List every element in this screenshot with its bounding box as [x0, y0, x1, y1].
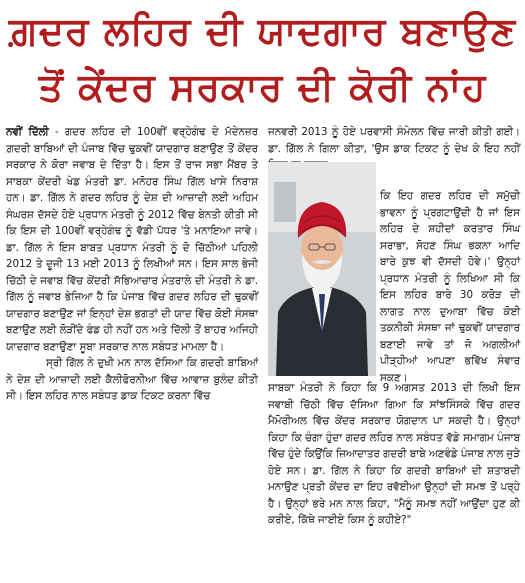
- article-left-column: [6, 124, 258, 405]
- article-paragraph-1: [6, 124, 258, 355]
- headline-line-2: ਤੋਂ ਕੇਂਦਰ ਸਰਕਾਰ ਦੀ ਕੋਰੀ ਨਾਂਹ: [38, 65, 487, 109]
- article-right-column-bottom: ਸਾਬਕਾ ਮੰਤਰੀ ਨੇ ਕਿਹਾ ਕਿ 9 ਅਗਸਤ 2013 ਦੀ ਲਿਖੀ ਇਸ ਜਵਾਬੀ ਚਿੱਠੀ ਵਿੱਚ ਦੱਸਿਆ ਗਿਆ ਕਿ ਸਾਂਝਸਿੰਸਕੇ ਵਿੱਚ ਗਦਰ ਮੈਮੋਰੀਅਲ ਵਿੱਚ ਕੇਂਦਰ ਸਰਕਾਰ ਯੋਗਦਾਨ ਪਾ ਸਕਦੀ ਹੈ। ਉਨ੍ਹਾਂ ਕਿਹਾ ਕਿ ਚੰਗਾ ਹੁੰਦਾ ਗਦਰ ਲਹਿਰ ਨਾਲ ਸਬੰਧਤ ਵੱਡੇ ਸਮਾਗਮ ਪੰਜਾਬ ਵਿੱਚ ਹੁੰਦੇ ਕਿਉਂਕਿ ਜ਼ਿਆਦਾਤਰ ਗਦਰੀ ਬਾਬੇ ਅਣਵੰਡੇ ਪੰਜਾਬ ਨਾਲ ਜੁੜੇ ਹੋਏ ਸਨ। ਡਾ. ਗਿੱਲ ਨੇ ਕਿਹਾ ਕਿ ਗਦਰੀ ਬਾਬਿਆਂ ਦੀ ਸ਼ਤਾਬਦੀ ਮਨਾਉਣ ਪ੍ਰਤੀ ਕੇਂਦਰ ਦਾ ਇਹ ਰਵੱਈਆ ਉਨ੍ਹਾਂ ਦੀ ਸਮਝ ਤੋਂ ਪਰ੍ਹੇ ਹੈ। ਉਨ੍ਹਾਂ ਭਰੇ ਮਨ ਨਾਲ ਕਿਹਾ, "ਮੈਨੂੰ ਸਮਝ ਨਹੀਂ ਆਉਂਦਾ ਹੁਣ ਕੀ ਕਰੀਏ, ਕਿੱਥੇ ਜਾਈਏ ਕਿਸ ਨੂੰ ਕਹੀਏ?": [268, 382, 520, 526]
- article-paragraph-2: ਸ੍ਰੀ ਗਿੱਲ ਨੇ ਦੁਖੀ ਮਨ ਨਾਲ ਦੱਸਿਆ ਕਿ ਗਦਰੀ ਬਾਬਿਆਂ ਨੇ ਦੇਸ਼ ਦੀ ਆਜ਼ਾਦੀ ਲਈ ਕੈਲੀਫੋਰਨੀਆ ਵਿੱਚ ਆਵਾਜ਼ ਬੁਲੰਦ ਕੀਤੀ ਸੀ। ਇਸ ਲਹਿਰ ਨਾਲ ਸਬੰਧਤ ਡਾਕ ਟਿਕਟ ਕਰਨਾ ਵਿੱਚ: [6, 357, 258, 402]
- portrait-photo: [268, 162, 376, 376]
- article-right-column-side: ਕਿ ਇਹ ਗਦਰ ਲਹਿਰ ਦੀ ਸਮੁੱਚੀ ਭਾਵਨਾ ਨੂੰ ਪ੍ਰਗਟਾਉਂਦੀ ਹੈ ਜਾਂ ਇਸ ਲਹਿਰ ਦੇ ਸ਼ਹੀਦਾਂ ਕਰਤਾਰ ਸਿੰਘ ਸਰਾਭਾ, ਸੋਹਣ ਸਿੰਘ ਭਕਨਾ ਆਦਿ ਬਾਰੇ ਕੁਝ ਵੀ ਦੱਸਦੀ ਹੋਵੇ।' ਉਨ੍ਹਾਂ ਪ੍ਰਧਾਨ ਮੰਤਰੀ ਨੂੰ ਲਿਖਿਆ ਸੀ ਕਿ ਇਸ ਲਹਿਰ ਬਾਰੇ 30 ਕਰੋੜ ਦੀ ਲਾਗਤ ਨਾਲ ਦੁਆਬਾ ਵਿੱਚ ਕੋਈ ਤਕਨੀਕੀ ਸੰਸਥਾ ਜਾਂ ਢੁਕਵੀਂ ਯਾਦਗਾਰ ਬਣਾਈ ਜਾਵੇ ਤਾਂ ਜੋ ਅਗਲੀਆਂ ਪੀੜ੍ਹੀਆਂ ਆਪਣਾ ਭਵਿੱਖ ਸੰਵਾਰ ਸਕਣ।: [380, 190, 520, 384]
- article-right-column-top: ਜਨਵਰੀ 2013 ਨੂੰ ਹੋਏ ਪਰਵਾਸੀ ਸੰਮੇਲਨ ਵਿੱਚ ਜਾਰੀ ਕੀਤੀ ਗਈ। ਡਾ. ਗਿੱਲ ਨੇ ਗਿਲਾ ਕੀਤਾ, 'ਉਸ ਡਾਕ ਟਿਕਟ ਨੂੰ ਦੇਖ ਕੇ ਇਹ ਨਹੀਂ: [268, 126, 520, 155]
- dateline: ਨਵੀਂ ਦਿੱਲੀ: [6, 126, 49, 138]
- left-column-text: - ਗਦਰ ਲਹਿਰ ਦੀ 100ਵੀਂ ਵਰ੍ਹੇਗੰਢ ਦੇ ਮੱਦੇਨਜ਼ਰ ਗ਼ਦਰੀ ਬਾਬਿਆਂ ਦੀ ਪੰਜਾਬ ਵਿੱਚ ਢੁਕਵੀਂ ਯਾਦਗਾਰ ਬਣਾਉਣ ਤੋਂ ਕੇਂਦਰ ਸਰਕਾਰ ਨੇ ਕੋਰਾ ਜਵਾਬ ਦੇ ਦਿੱਤਾ ਹੈ। ਇਸ ਤੋਂ ਰਾਜ ਸਭਾ ਮੈਂਬਰ ਤੇ ਸਾਬਕਾ ਕੇਂਦਰੀ ਖੇਡ ਮੰਤਰੀ ਡਾ. ਮਨੋਹਰ ਸਿੰਘ ਗਿੱਲ ਖਾਸੇ ਨਿਰਾਸ਼ ਹਨ। ਡਾ. ਗਿੱਲ ਨੇ ਗਦਰ ਲਹਿਰ ਨੂੰ ਦੇਸ਼ ਦੀ ਆਜ਼ਾਦੀ ਲਈ ਅਹਿਮ ਸੰਘਰਸ਼ ਦੱਸਦੇ ਹੋਏ ਪ੍ਰਧਾਨ ਮੰਤਰੀ ਨੂੰ 2012 ਵਿੱਚ ਬੇਨਤੀ ਕੀਤੀ ਸੀ ਕਿ ਇਸ ਦੀ 100ਵੀਂ ਵਰ੍ਹੇਗੰਢ ਨੂੰ ਵੱਡੀ ਪੱਧਰ 'ਤੇ ਮਨਾਇਆ ਜਾਵੇ। ਡਾ. ਗਿੱਲ ਨੇ ਇਸ ਬਾਬਤ ਪ੍ਰਧਾਨ ਮੰਤਰੀ ਨੂੰ ਦੋ ਚਿੱਠੀਆਂ ਪਹਿਲੀ 2012 ਤੇ ਦੂਜੀ 13 ਮਈ 2013 ਨੂੰ ਲਿਖੀਆਂ ਸਨ। ਇਸ ਸਾਲ ਭੇਜੀ ਚਿੱਠੀ ਦੇ ਜਵਾਬ ਵਿੱਚ ਕੇਂਦਰੀ ਸੱਭਿਆਚਾਰ ਮੰਤਰਾਲੇ ਦੀ ਮੰਤਰੀ ਨੇ ਡਾ. ਗਿੱਲ ਨੂੰ ਜਵਾਬ ਭੇਜਿਆ ਹੈ ਕਿ ਪੰਜਾਬ ਵਿੱਚ ਗਦਰ ਲਹਿਰ ਦੀ ਢੁਕਵੀਂ ਯਾਦਗਾਰ ਬਣਾਉਣ ਜਾਂ ਇਨ੍ਹਾਂ ਦੇਸ਼ ਭਗਤਾਂ ਦੀ ਯਾਦ ਵਿੱਚ ਕੋਈ ਸੰਸਥਾ ਬਣਾਉਣ ਲਈ ਲੋੜੀਂਦੇ ਫੰਡ ਹੀ ਨਹੀਂ ਹਨ ਅਤੇ ਦਿੱਲੀ ਤੋਂ ਬਾਹਰ ਅਜਿਹੀ ਯਾਦਗਾਰ ਬਣਾਉਣਾ ਸੂਬਾ ਸਰਕਾਰ ਨਾਲ ਸਬੰਧਤ ਮਾਮਲਾ ਹੈ।: [6, 126, 258, 353]
- headline-line-1: ਗ਼ਦਰ ਲਹਿਰ ਦੀ ਯਾਦਗਾਰ ਬਣਾਉਣ: [8, 9, 517, 53]
- portrait-of-man-in-red-turban-icon: [268, 162, 376, 376]
